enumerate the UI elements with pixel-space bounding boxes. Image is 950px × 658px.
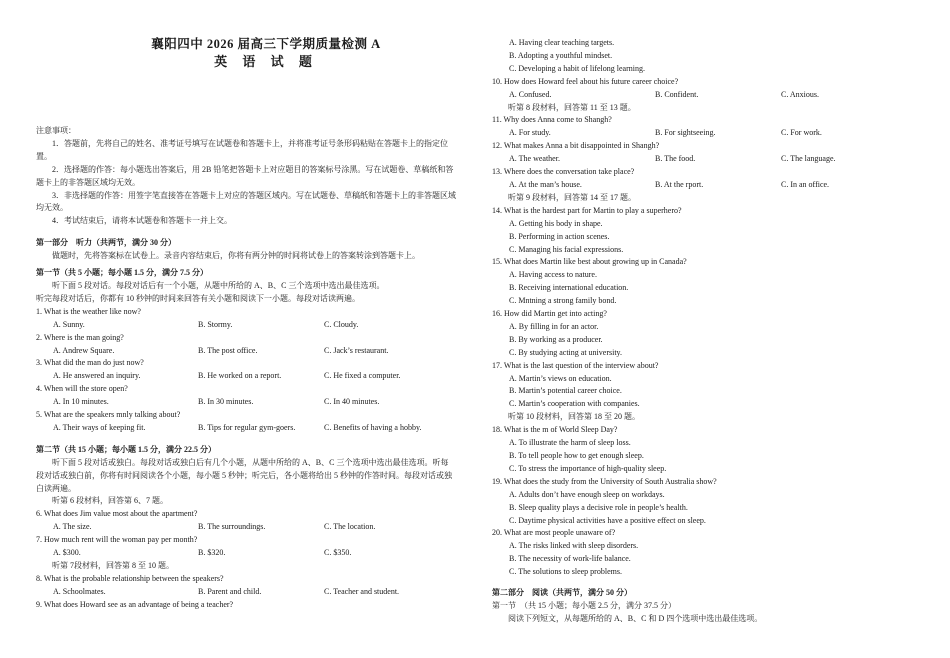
option-a: A. The size. bbox=[53, 522, 92, 532]
question-text: 12. What makes Anna a bit disappointed in Shangh? bbox=[492, 141, 660, 151]
question-text: 16. How did Martin get into acting? bbox=[492, 309, 607, 319]
sec2-intro: 听下面 5 段对话或独白。每段对话或独白后有几个小题，从题中所给的 A、B、C 三个选项中选出最佳选项。听每段对话或独白前，你将有时间阅读各个小题，每小题 5 秒钟；听完后，各小题将给出 5 秒钟的作答时间。每段对话或独白读两遍。 bbox=[36, 457, 452, 493]
option-b: B. Martin’s potential career choice. bbox=[509, 386, 622, 396]
note-item: 1．答题前，先将自己的姓名、准考证号填写在试题卷和答题卡上，并将准考证号条形码粘贴在答题卡上的指定位置。 bbox=[36, 138, 448, 161]
material-8-note: 听第 8 段材料，回答第 11 至 13 题。 bbox=[508, 102, 636, 112]
option-c: C. Mntning a strong family bond. bbox=[509, 296, 617, 306]
q9-option-c: C. Developing a habit of lifelong learning. bbox=[509, 63, 645, 73]
question-text: 18. What is the m of World Sleep Day? bbox=[492, 425, 618, 435]
option-a: A. He answered an inquiry. bbox=[53, 371, 141, 381]
options-row bbox=[36, 521, 456, 534]
material-6-note: 听第 6 段材料，回答第 6、7 题。 bbox=[52, 496, 168, 506]
options-row bbox=[492, 89, 922, 102]
option-b: B. For sightseeing. bbox=[655, 128, 716, 138]
option-b: B. Parent and child. bbox=[198, 586, 262, 596]
question-text: 5. What are the speakers mnly talking about? bbox=[36, 410, 181, 420]
option-c: C. Jack’s restaurant. bbox=[324, 345, 389, 355]
option-b: B. Performing in action scenes. bbox=[509, 231, 610, 241]
question-text: 11. Why does Anna come to Shangh? bbox=[492, 115, 612, 125]
question-19 bbox=[492, 476, 922, 528]
right-column bbox=[492, 37, 922, 626]
option-a: A. Martin’s views on education. bbox=[509, 373, 612, 383]
part2-sec1-heading: 第一节 （共 15 小题；每小题 2.5 分，满分 37.5 分） bbox=[492, 600, 676, 610]
option-c: C. For work. bbox=[781, 128, 822, 138]
question-7 bbox=[36, 534, 456, 560]
option-c: C. Anxious. bbox=[781, 89, 820, 99]
question-text: 7. How much rent will the woman pay per month? bbox=[36, 535, 198, 545]
option-b: B. He worked on a report. bbox=[198, 371, 282, 381]
part1-intro: 做题时，先将答案标在试卷上。录音内容结束后，你将有两分钟的时间将试卷上的答案转涂到答题卡上。 bbox=[52, 251, 420, 261]
question-5 bbox=[36, 409, 456, 435]
question-20 bbox=[492, 527, 922, 579]
part1-sec1-heading: 第一节（共 5 小题；每小题 1.5 分，满分 7.5 分） bbox=[36, 268, 208, 278]
options-row bbox=[36, 547, 456, 560]
question-text: 15. What does Martin like best about growing up in Canada? bbox=[492, 257, 687, 267]
question-text: 10. How does Howard feel about his future career choice? bbox=[492, 76, 679, 86]
q9-option-a: A. Having clear teaching targets. bbox=[509, 38, 615, 47]
option-c: C. Daytime physical activities have a positive effect on sleep. bbox=[509, 515, 706, 525]
question-2 bbox=[36, 332, 456, 358]
notes-heading: 注意事项： bbox=[36, 126, 76, 135]
option-a: A. $300. bbox=[53, 548, 81, 558]
options-row bbox=[36, 396, 456, 409]
part1-heading: 第一部分 听力（共两节，满分 30 分） bbox=[36, 238, 176, 248]
question-1 bbox=[36, 306, 456, 332]
question-text: 3. What did the man do just now? bbox=[36, 358, 144, 368]
option-b: B. Confident. bbox=[655, 89, 699, 99]
option-b: B. To tell people how to get enough sleep. bbox=[509, 451, 644, 460]
option-b: B. Stormy. bbox=[198, 319, 233, 329]
part1-sec2-heading: 第二节（共 15 小题；每小题 1.5 分，满分 22.5 分） bbox=[36, 444, 216, 454]
option-c: C. Teacher and student. bbox=[324, 586, 400, 596]
option-c: C. Benefits of having a hobby. bbox=[324, 422, 422, 432]
sec1-intro-2: 听完每段对话后，你都有 10 秒钟的时间来回答有关小题和阅读下一小题。每段对话读两遍。 bbox=[36, 293, 360, 303]
option-a: A. Confused. bbox=[509, 89, 552, 99]
exam-title: 襄阳四中 2026 届高三下学期质量检测 A bbox=[151, 37, 381, 51]
option-a: A. For study. bbox=[509, 128, 551, 138]
question-text: 6. What does Jim value most about the apartment? bbox=[36, 509, 198, 519]
option-a: A. In 10 minutes. bbox=[53, 397, 109, 407]
question-3 bbox=[36, 357, 456, 383]
option-a: A. Schoolmates. bbox=[53, 586, 106, 596]
option-c: C. The language. bbox=[781, 154, 836, 164]
question-14 bbox=[492, 205, 922, 257]
option-b: B. Tips for regular gym-goers. bbox=[198, 422, 296, 432]
option-b: B. Sleep quality plays a decisive role in people’s health. bbox=[509, 502, 688, 512]
note-item: 4．考试结束后，请将本试题卷和答题卡一并上交。 bbox=[52, 216, 232, 226]
material-10-note: 听第 10 段材料，回答第 18 至 20 题。 bbox=[508, 412, 640, 422]
question-16 bbox=[492, 308, 922, 360]
option-c: C. To stress the importance of high-quality sleep. bbox=[509, 463, 667, 473]
question-text: 17. What is the last question of the interview about? bbox=[492, 360, 659, 370]
option-a: A. At the man’s house. bbox=[509, 179, 582, 189]
question-9-text: 9. What does Howard see as an advantage of being a teacher? bbox=[36, 599, 234, 609]
option-c: C. In an office. bbox=[781, 179, 830, 189]
question-17 bbox=[492, 360, 922, 412]
option-a: A. Andrew Square. bbox=[53, 345, 115, 355]
option-a: A. Getting his body in shape. bbox=[509, 218, 603, 228]
part2-heading: 第二部分 阅读（共两节，满分 50 分） bbox=[492, 588, 632, 598]
part2-intro: 阅读下列短文，从每题所给的 A、B、C 和 D 四个选项中选出最佳选项。 bbox=[508, 613, 763, 623]
option-c: C. Managing his facial expressions. bbox=[509, 244, 624, 254]
material-9-note: 听第 9 段材料，回答第 14 至 17 题。 bbox=[508, 192, 636, 202]
note-item: 3．非选择题的作答：用签字笔直接答在答题卡上对应的答题区域内。写在试题卷、草稿纸和答题卡上的非答题区域均无效。 bbox=[36, 190, 456, 213]
options-row bbox=[36, 586, 456, 599]
question-15 bbox=[492, 256, 922, 308]
left-column bbox=[36, 0, 456, 612]
material-7-note: 听第 7段材料，回答第 8 至 10 题。 bbox=[52, 561, 174, 570]
option-a: A. Sunny. bbox=[53, 319, 85, 329]
question-text: 1. What is the weather like now? bbox=[36, 306, 141, 316]
option-c: C. Martin’s cooperation with companies. bbox=[509, 399, 640, 409]
question-text: 2. Where is the man going? bbox=[36, 332, 124, 342]
option-a: A. The risks linked with sleep disorders. bbox=[509, 541, 639, 551]
question-18 bbox=[492, 424, 922, 476]
options-row bbox=[492, 179, 922, 192]
options-row bbox=[36, 422, 456, 435]
option-b: B. In 30 minutes. bbox=[198, 397, 254, 407]
question-text: 8. What is the probable relationship between the speakers? bbox=[36, 573, 224, 583]
question-10 bbox=[492, 76, 922, 102]
options-row bbox=[36, 319, 456, 332]
option-c: C. He fixed a computer. bbox=[324, 371, 401, 381]
option-b: B. $320. bbox=[198, 548, 226, 558]
options-row bbox=[492, 153, 922, 166]
subject-title: 英 语 试 题 bbox=[214, 54, 318, 69]
option-a: A. Their ways of keeping fit. bbox=[53, 422, 146, 432]
question-text: 20. What are most people unaware of? bbox=[492, 528, 616, 538]
question-6 bbox=[36, 508, 456, 534]
question-text: 13. Where does the conversation take place? bbox=[492, 167, 635, 177]
question-8 bbox=[36, 573, 456, 599]
option-a: A. To illustrate the harm of sleep loss. bbox=[509, 438, 631, 448]
note-item: 2．选择题的作答：每小题选出答案后，用 2B 铅笔把答题卡上对应题目的答案标号涂黑。写在试题卷、草稿纸和答题卡上的非答题区域均无效。 bbox=[36, 164, 454, 187]
options-row bbox=[36, 345, 456, 358]
option-c: C. By studying acting at university. bbox=[509, 347, 623, 357]
question-12 bbox=[492, 140, 922, 166]
option-c: C. In 40 minutes. bbox=[324, 397, 380, 407]
title-block bbox=[36, 36, 456, 71]
option-c: C. The location. bbox=[324, 522, 376, 532]
option-b: B. The necessity of work-life balance. bbox=[509, 554, 631, 564]
question-11 bbox=[492, 114, 922, 140]
option-c: C. Cloudy. bbox=[324, 319, 359, 329]
question-13 bbox=[492, 166, 922, 192]
q9-option-b: B. Adopting a youthful mindset. bbox=[509, 50, 613, 60]
option-b: B. The post office. bbox=[198, 345, 258, 355]
options-row bbox=[36, 370, 456, 383]
options-row bbox=[492, 127, 922, 140]
option-b: B. At the rport. bbox=[655, 179, 704, 189]
option-b: B. By working as a producer. bbox=[509, 334, 603, 344]
question-4 bbox=[36, 383, 456, 409]
question-text: 14. What is the hardest part for Martin to play a superhero? bbox=[492, 205, 682, 215]
option-c: C. The solutions to sleep problems. bbox=[509, 567, 622, 577]
option-b: B. Receiving international education. bbox=[509, 283, 629, 293]
option-a: A. Having access to nature. bbox=[509, 270, 597, 280]
option-a: A. Adults don’t have enough sleep on workdays. bbox=[509, 489, 665, 499]
option-a: A. The weather. bbox=[509, 154, 560, 164]
option-b: B. The surroundings. bbox=[198, 522, 266, 532]
question-text: 19. What does the study from the University of South Australia show? bbox=[492, 476, 717, 486]
sec1-intro-1: 听下面 5 段对话。每段对话后有一个小题，从题中所给的 A、B、C 三个选项中选出最佳选项。 bbox=[52, 280, 385, 290]
option-a: A. By filling in for an actor. bbox=[509, 321, 599, 331]
option-c: C. $350. bbox=[324, 548, 352, 558]
option-b: B. The food. bbox=[655, 154, 696, 164]
question-text: 4. When will the store open? bbox=[36, 384, 128, 394]
